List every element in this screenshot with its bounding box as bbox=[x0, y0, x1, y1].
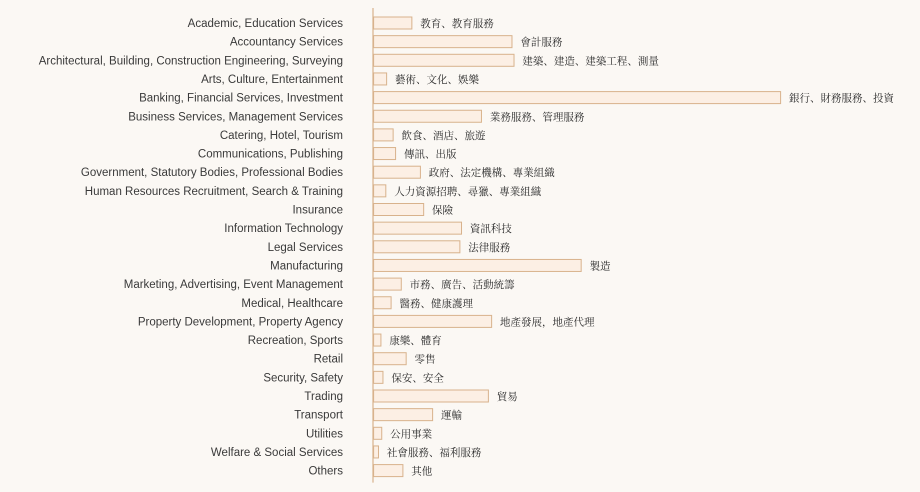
category-label-zh: 會計服務 bbox=[520, 36, 563, 49]
labels-layer bbox=[39, 17, 895, 478]
category-label-zh: 製造 bbox=[589, 260, 611, 273]
category-label-zh: 運輸 bbox=[441, 409, 463, 422]
category-label-en: Others bbox=[308, 465, 343, 478]
bar bbox=[374, 334, 381, 346]
bar bbox=[374, 110, 482, 122]
category-label-zh: 政府、法定機構、專業組織 bbox=[428, 167, 555, 180]
bar bbox=[374, 465, 403, 477]
category-label-zh: 資訊科技 bbox=[469, 223, 512, 236]
category-label-en: Business Services, Management Services bbox=[128, 111, 343, 124]
bar bbox=[374, 259, 582, 271]
category-label-en: Property Development, Property Agency bbox=[137, 316, 343, 329]
category-label-zh: 法律服務 bbox=[468, 241, 511, 254]
bar bbox=[374, 92, 781, 104]
bar bbox=[374, 315, 492, 327]
bar bbox=[374, 166, 421, 178]
category-label-zh: 零售 bbox=[414, 353, 436, 366]
category-label-zh: 傳訊、出版 bbox=[403, 148, 457, 161]
category-label-zh: 銀行、財務服務、投資 bbox=[789, 92, 894, 105]
category-label-en: Marketing, Advertising, Event Management bbox=[123, 279, 343, 292]
category-label-zh: 社會服務、福利服務 bbox=[386, 446, 482, 459]
category-label-en: Welfare & Social Services bbox=[210, 446, 343, 459]
bar bbox=[374, 148, 396, 160]
bar bbox=[374, 185, 386, 197]
bar bbox=[374, 73, 387, 85]
category-label-en: Communications, Publishing bbox=[197, 148, 343, 161]
category-label-en: Banking, Financial Services, Investment bbox=[139, 92, 343, 105]
category-label-en: Arts, Culture, Entertainment bbox=[201, 73, 343, 86]
category-label-en: Transport bbox=[294, 409, 343, 422]
category-label-zh: 業務服務、管理服務 bbox=[489, 111, 585, 124]
bar bbox=[374, 409, 433, 421]
bar bbox=[374, 241, 460, 253]
category-label-zh: 人力資源招聘、尋獵、專業組織 bbox=[394, 185, 542, 198]
category-label-zh: 醫務、健康護理 bbox=[399, 297, 474, 310]
category-label-en: Government, Statutory Bodies, Professional Bodies bbox=[80, 167, 343, 180]
category-label-zh: 地產發展，地產代理 bbox=[500, 316, 595, 329]
category-label-en: Legal Services bbox=[267, 241, 343, 254]
bar bbox=[374, 36, 512, 48]
category-label-en: Medical, Healthcare bbox=[241, 297, 343, 310]
category-label-zh: 藝術、文化、娛樂 bbox=[395, 73, 480, 86]
category-label-en: Information Technology bbox=[224, 223, 343, 236]
category-label-en: Recreation, Sports bbox=[247, 335, 343, 348]
bar bbox=[374, 17, 412, 29]
bar bbox=[374, 390, 489, 402]
category-label-en: Insurance bbox=[292, 204, 343, 217]
category-label-en: Utilities bbox=[305, 428, 343, 441]
category-label-zh: 教育、教育服務 bbox=[420, 18, 494, 30]
category-label-en: Catering, Hotel, Tourism bbox=[219, 129, 343, 142]
category-label-zh: 保險 bbox=[432, 204, 454, 217]
bar bbox=[374, 129, 394, 141]
bar bbox=[374, 278, 402, 290]
category-label-en: Human Resources Recruitment, Search & Training bbox=[84, 185, 343, 198]
bar bbox=[374, 222, 462, 234]
category-label-en: Manufacturing bbox=[270, 260, 343, 273]
category-label-en: Architectural, Building, Construction Engineering, Surveying bbox=[38, 55, 343, 68]
category-label-zh: 公用事業 bbox=[390, 428, 433, 441]
category-label-en: Security, Safety bbox=[263, 372, 343, 385]
bar bbox=[374, 427, 382, 439]
category-label-zh: 飲食、酒店、旅遊 bbox=[401, 129, 486, 142]
bar bbox=[374, 353, 407, 365]
bar bbox=[374, 371, 383, 383]
category-label-zh: 市務、廣告、活動統籌 bbox=[409, 279, 515, 292]
category-label-en: Accountancy Services bbox=[229, 36, 343, 49]
category-label-zh: 建築、建造、建築工程、測量 bbox=[522, 55, 659, 68]
category-label-zh: 貿易 bbox=[496, 391, 518, 403]
bar bbox=[374, 204, 424, 216]
bar bbox=[374, 446, 379, 458]
category-label-en: Trading bbox=[304, 391, 343, 403]
category-label-en: Retail bbox=[313, 353, 343, 366]
bar bbox=[374, 297, 392, 309]
category-label-zh: 康樂、體育 bbox=[389, 335, 442, 348]
category-label-zh: 其他 bbox=[411, 465, 433, 478]
bar bbox=[374, 54, 514, 66]
category-label-zh: 保安、安全 bbox=[391, 372, 444, 385]
category-label-en: Academic, Education Services bbox=[187, 18, 343, 30]
